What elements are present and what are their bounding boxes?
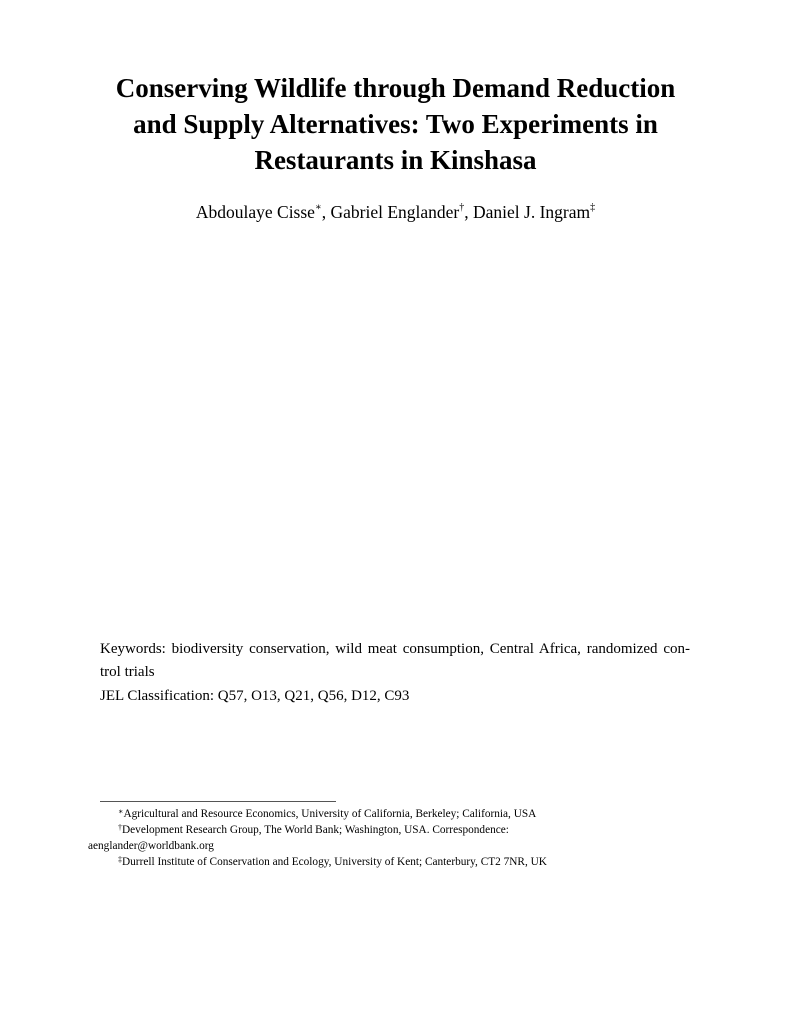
footnote [100, 822, 688, 838]
footnotes [88, 806, 688, 870]
footnote-text: Durrell Institute of Conservation and Ecology, University of Kent; Canterbury, CT2 7NR, UK [122, 856, 547, 868]
author-separator: , [464, 202, 474, 222]
keywords: Keywords: biodiversity conservation, wild meat consumption, Central Africa, randomized con-trol trials [100, 641, 690, 680]
footnote-mark: ∗ [118, 807, 124, 816]
jel-classification: JEL Classification: Q57, O13, Q21, Q56, D12, C93 [100, 688, 410, 704]
footnote [100, 854, 688, 870]
author-mark: † [459, 202, 465, 213]
footnote-rule [100, 801, 336, 802]
footnote-continuation: aenglander@worldbank.org [88, 840, 214, 852]
footnote-mark: ‡ [118, 855, 122, 864]
title-line: and Supply Alternatives: Two Experiments in [133, 109, 658, 139]
footnote [100, 806, 688, 822]
author-name: Daniel J. Ingram [473, 202, 591, 222]
author-separator: , [321, 202, 331, 222]
footnote-text: Agricultural and Resource Economics, University of California, Berkeley; California, USA [123, 808, 537, 820]
title-line: Restaurants in Kinshasa [254, 145, 537, 175]
title-line: Conserving Wildlife through Demand Reduction [115, 73, 676, 103]
author-list [0, 201, 791, 223]
paper-title [60, 70, 731, 178]
author-name: Abdoulaye Cisse [195, 202, 315, 222]
author-mark: ∗ [314, 202, 322, 213]
footnote-text: Development Research Group, The World Bank; Washington, USA. Correspondence: [122, 824, 509, 836]
author-mark: ‡ [590, 202, 596, 213]
author-name: Gabriel Englander [330, 202, 460, 222]
footnote-mark: † [118, 823, 122, 832]
